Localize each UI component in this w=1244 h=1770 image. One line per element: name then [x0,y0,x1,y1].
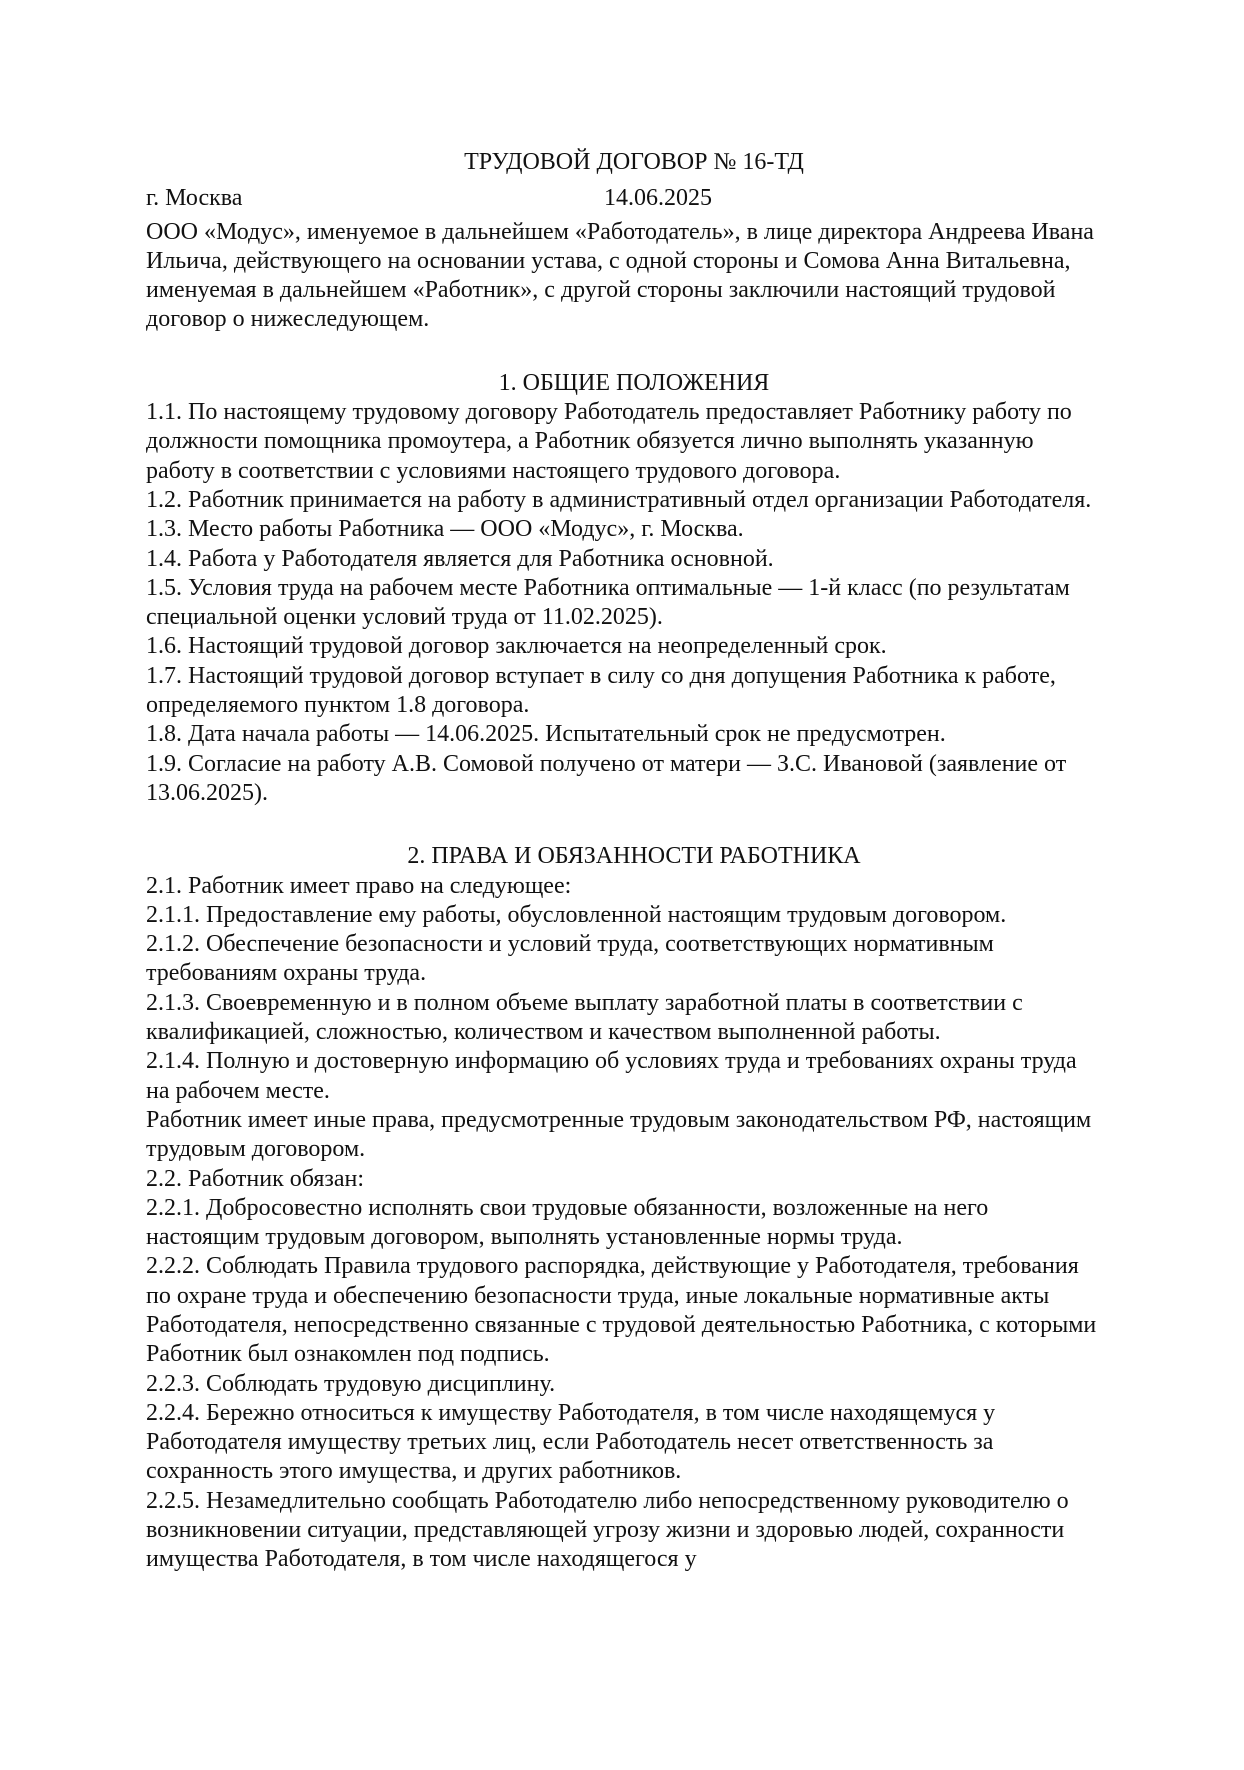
clause-2-2: 2.2. Работник обязан: [146,1165,365,1192]
clause-2-1-4: 2.1.4. Полную и достоверную информацию об условиях труда и требованиях охраны труда на рабочем месте. [146,1048,1077,1104]
clause-1-7: 1.7. Настоящий трудовой договор вступает в силу со дня допущения Работника к работе, определяемого пунктом 1.8 договора. [146,662,1056,719]
clause-2-2-3: 2.2.3. Соблюдать трудовую дисциплину. [146,1370,556,1397]
clause-1-4: 1.4. Работа у Работодателя является для Работника основной. [146,545,774,572]
clause-1-1: 1.1. По настоящему трудовому договору Работодатель предоставляет Работнику работу по должности помощника промоутера, а Работник обязуется лично выполнять указанную работу в соответствии с условиями настоящего трудового договора. [146,399,1072,484]
section-title: 1. ОБЩИЕ ПОЛОЖЕНИЯ [498,369,770,396]
clause-2-2-5: 2.2.5. Незамедлительно сообщать Работодателю либо непосредственному руководителю о возникновении ситуации, представляющей угрозу жизни и здоровью людей, сохранности имущества Работодателя, в том числе находящегося у [146,1487,1069,1573]
clause-2-1-3: 2.1.3. Своевременную и в полном объеме выплату заработной платы в соответствии с квалификацией, сложностью, количеством и качеством выполненной работы. [146,989,1023,1046]
place-date-line [146,184,1106,213]
contract-date: 14.06.2025 [604,185,712,212]
clause-2-2-1: 2.2.1. Добросовестно исполнять свои трудовые обязанности, возложенные на него настоящим трудовым договором, выполнять установленные нормы труда. [146,1194,989,1251]
contract-page [146,148,1106,1575]
section-employee-rights [146,842,1106,1574]
clause-2-1-2: 2.1.2. Обеспечение безопасности и условий труда, соответствующих нормативным требованиям охраны труда. [146,931,994,987]
clause-2-1: 2.1. Работник имеет право на следующее: [146,872,572,899]
document-title: ТРУДОВОЙ ДОГОВОР № 16-ТД [464,149,804,175]
clause-2-1-1: 2.1.1. Предоставление ему работы, обусловленной настоящим трудовым договором. [146,901,1007,928]
clause-1-2: 1.2. Работник принимается на работу в административный отдел организации Работодателя. [146,486,1092,513]
clause-1-3: 1.3. Место работы Работника — ООО «Модус», г. Москва. [146,516,744,543]
clause-other-rights: Работник имеет иные права, предусмотренные трудовым законодательством РФ, настоящим трудовым договором. [146,1106,1092,1163]
section-title: 2. ПРАВА И ОБЯЗАННОСТИ РАБОТНИКА [407,843,861,870]
section-general [146,369,1106,808]
clause-2-2-4: 2.2.4. Бережно относиться к имуществу Работодателя, в том числе находящемуся у Работодателя имуществу третьих лиц, если Работодатель несет ответственность за сохранность этого имущества, и других работников. [146,1399,996,1485]
clause-1-6: 1.6. Настоящий трудовой договор заключается на неопределенный срок. [146,633,887,660]
contract-city: г. Москва [146,185,243,212]
clause-2-2-2: 2.2.2. Соблюдать Правила трудового распорядка, действующие у Работодателя, требования по охране труда и обеспечению безопасности труда, иные локальные нормативные акты Работодателя, непосредственно связанные с трудовой деятельностью Работника, с которыми Работник был ознакомлен под подпись. [146,1253,1097,1368]
clause-1-9: 1.9. Согласие на работу А.В. Сомовой получено от матери — З.С. Ивановой (заявление от 13.06.2025). [146,750,1067,806]
contract-intro: ООО «Модус», именуемое в дальнейшем «Работодатель», в лице директора Андреева Ивана Ильича, действующего на основании устава, с одной стороны и Сомова Анна Витальевна, именуемая в дальнейшем «Работник», с другой стороны заключили настоящий трудовой договор о нижеследующем. [146,218,1094,333]
clause-1-5: 1.5. Условия труда на рабочем месте Работника оптимальные — 1-й класс (по результатам специальной оценки условий труда от 11.02.2025). [146,574,1070,631]
clause-1-8: 1.8. Дата начала работы — 14.06.2025. Испытательный срок не предусмотрен. [146,721,946,748]
